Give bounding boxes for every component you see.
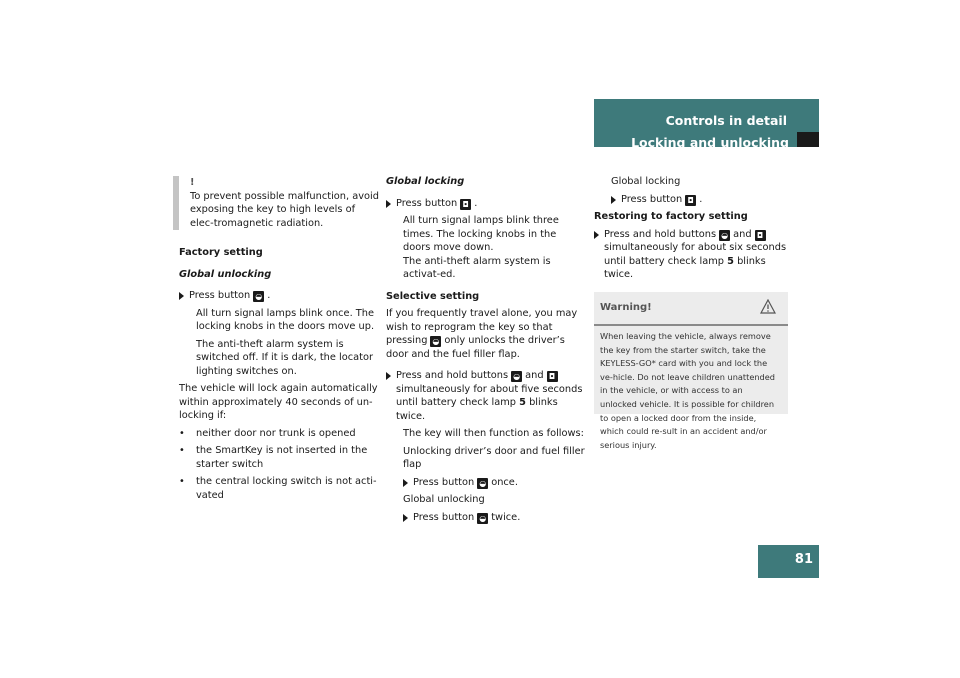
- section-subtitle: Locking and unlocking: [631, 135, 789, 150]
- list-item: • the central locking switch is not acti-vated: [179, 475, 379, 502]
- note-text: To prevent possible malfunction, avoid exposing the key to high levels of elec-tromagnetic radiation.: [190, 190, 379, 229]
- global-unlocking-heading: Global unlocking: [179, 268, 272, 280]
- page-number: 81: [794, 552, 813, 567]
- blink-three-text: All turn signal lamps blink three times. The locking knobs in the doors move down.: [403, 215, 559, 253]
- hold-buttons-step: Press and hold buttons ◒ and ◘ simultaneously for about five seconds until battery check lamp 5 blinks twice.: [386, 369, 586, 423]
- function-as-text: The key will then function as follows:: [403, 428, 584, 439]
- global-locking-heading: Global locking: [386, 176, 465, 187]
- reprogram-text: If you frequently travel alone, you may wish to reprogram the key so that pressing ◒ only unlocks the driver’s door and the fuel filler flap.: [386, 308, 578, 360]
- header-marker: [797, 132, 819, 147]
- lock-key-icon: ◘: [685, 195, 696, 206]
- warning-title: Warning!: [600, 302, 652, 313]
- warning-triangle-icon: [760, 299, 776, 318]
- column-1: [179, 176, 379, 502]
- note-mark: !: [190, 177, 195, 188]
- selective-setting-heading: Selective setting: [386, 290, 480, 302]
- restoring-heading: Restoring to factory setting: [594, 211, 748, 222]
- press-unlock-step: Press button ◒ .: [179, 289, 379, 303]
- unlock-key-icon: ◒: [477, 478, 488, 489]
- page-number-box: [758, 545, 819, 578]
- column-2: [386, 175, 586, 524]
- list-item: • neither door nor trunk is opened: [179, 427, 379, 441]
- lock-key-icon: ◘: [547, 371, 558, 382]
- press-twice-step: Press button ◒ twice.: [403, 511, 586, 525]
- section-title: Controls in detail: [665, 113, 787, 128]
- blink-once-text: All turn signal lamps blink once. The locking knobs in the doors move up.: [196, 307, 375, 332]
- unlock-key-icon: ◒: [511, 371, 522, 382]
- unlock-driver-text: Unlocking driver’s door and fuel filler flap: [403, 445, 585, 470]
- global-unlocking-text: Global unlocking: [403, 494, 485, 505]
- factory-setting-heading: Factory setting: [179, 247, 263, 258]
- lock-key-icon: ◘: [755, 230, 766, 241]
- relock-text: The vehicle will lock again automatically within approximately 40 seconds of un-locking if:: [179, 383, 378, 421]
- note-box: [173, 176, 379, 230]
- antitheft-on-text: The anti-theft alarm system is activat-ed.: [403, 255, 551, 280]
- column-3: [594, 175, 794, 282]
- warning-header: [594, 292, 788, 326]
- list-item: • the SmartKey is not inserted in the starter switch: [179, 444, 379, 471]
- unlock-key-icon: ◒: [253, 291, 264, 302]
- unlock-key-icon: ◒: [430, 336, 441, 347]
- press-once-step: Press button ◒ once.: [403, 476, 586, 490]
- press-lock-step: Press button ◘ .: [386, 197, 586, 211]
- global-locking-text: Global locking: [611, 176, 681, 187]
- warning-box: [594, 292, 788, 450]
- press-lock-step: Press button ◘ .: [611, 193, 794, 207]
- antitheft-off-text: The anti-theft alarm system is switched off. If it is dark, the locator lighting switches on.: [196, 338, 373, 377]
- lock-key-icon: ◘: [460, 199, 471, 210]
- unlock-key-icon: ◒: [477, 513, 488, 524]
- restore-hold-step: Press and hold buttons ◒ and ◘ simultaneously for about six seconds until battery check lamp 5 blinks twice.: [594, 228, 794, 282]
- warning-text: When leaving the vehicle, always remove the key from the starter switch, take the KEYLESS-GO* card with you and lock the ve-hicle. Do not leave children unattended in the vehicle, or with access to an unlocked vehicle. It is possible for children to open a locked door from the inside, which could re-sult in an accident and/or serious injury.: [600, 331, 775, 450]
- unlock-key-icon: ◒: [719, 230, 730, 241]
